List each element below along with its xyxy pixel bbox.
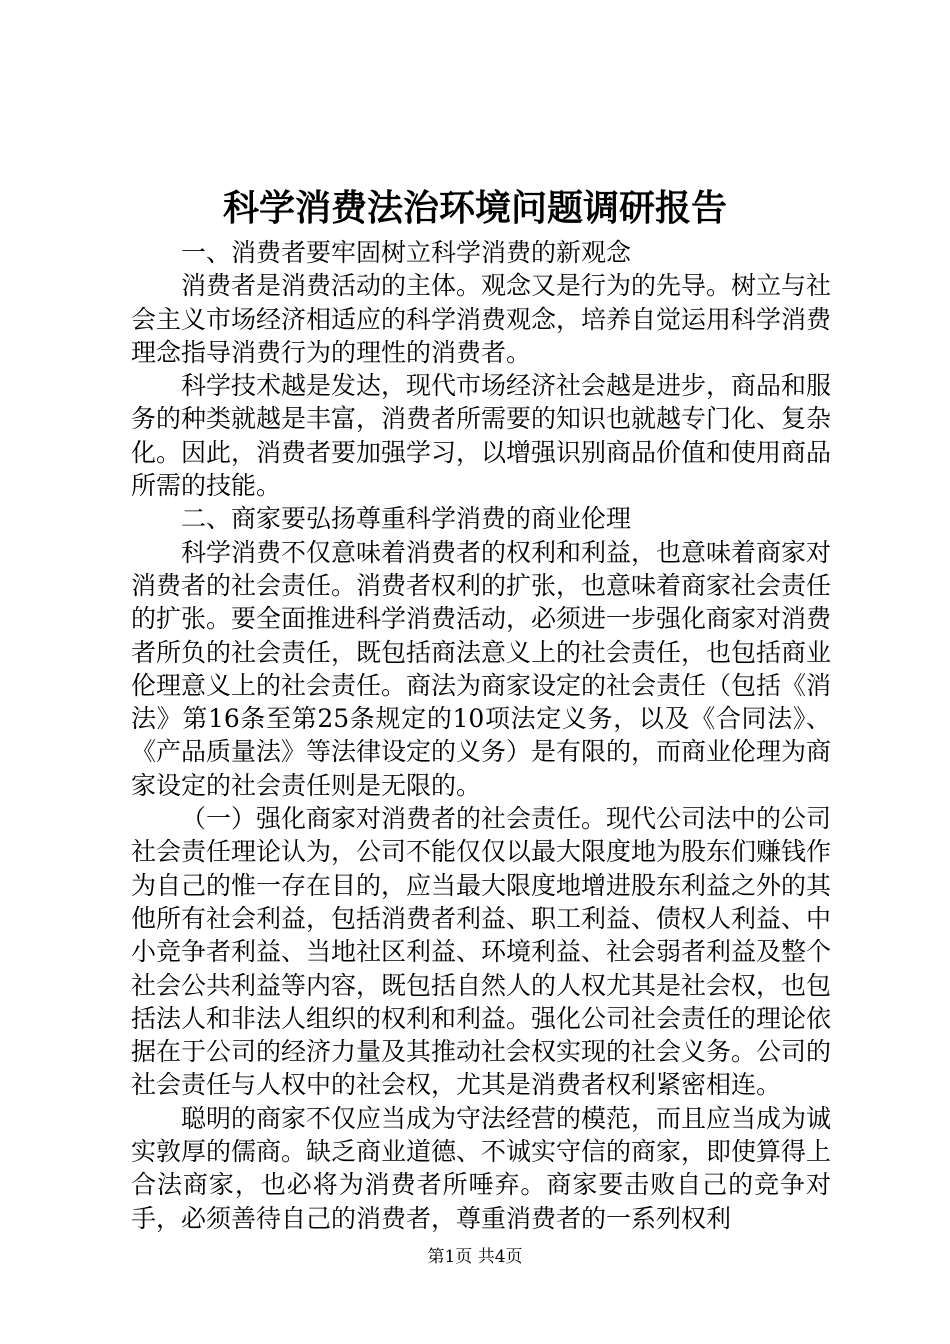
paragraph: 科学消费不仅意味着消费者的权利和利益，也意味着商家对消费者的社会责任。消费者权利的扩张，也意味着商家社会责任的扩张。要全面推进科学消费活动，必须进一步强化商家对消费者所负的社会责任，既包括商法意义上的社会责任，也包括商业伦理意义上的社会责任。商法为商家设定的社会责任（包括《消法》第16条至第25条规定的10项法定义务，以及《合同法》、《产品质量法》等法律设定的义务）是有限的，而商业伦理为商家设定的社会责任则是无限的。 [131,537,832,800]
paragraph: 聪明的商家不仅应当成为守法经营的模范，而且应当成为诚实敦厚的儒商。缺乏商业道德、不诚实守信的商家，即使算得上合法商家，也必将为消费者所唾弃。商家要击败自己的竞争对手，必须善待自己的消费者，尊重消费者的一系列权利 [131,1103,832,1233]
section-heading-2: 二、商家要弘扬尊重科学消费的商业伦理 [181,504,632,534]
paragraph: （一）强化商家对消费者的社会责任。现代公司法中的公司社会责任理论认为，公司不能仅仅以最大限度地为股东们赚钱作为自己的惟一存在目的，应当最大限度地增进股东利益之外的其他所有社会利益，包括消费者利益、职工利益、债权人利益、中小竞争者利益、当地社区利益、环境利益、社会弱者利益及整个社会公共利益等内容，既包括自然人的人权尤其是社会权，也包括法人和非法人组织的权利和利益。强化公司社会责任的理论依据在于公司的经济力量及其推动社会权实现的社会义务。公司的社会责任与人权中的社会权，尤其是消费者权利紧密相连。 [131,804,832,1100]
paragraph: 科学技术越是发达，现代市场经济社会越是进步，商品和服务的种类就越是丰富，消费者所需要的知识也就越专门化、复杂化。因此，消费者要加强学习，以增强识别商品价值和使用商品所需的技能。 [131,371,832,501]
document-title: 科学消费法治环境问题调研报告 [222,187,727,229]
page-footer: 第1页 共4页 [427,1247,523,1267]
section-heading-1: 一、消费者要牢固树立科学消费的新观念 [181,238,632,267]
document-body [131,236,831,1235]
paragraph: 消费者是消费活动的主体。观念又是行为的先导。树立与社会主义市场经济相适应的科学消费观念，培养自觉运用科学消费理念指导消费行为的理性的消费者。 [131,271,832,367]
